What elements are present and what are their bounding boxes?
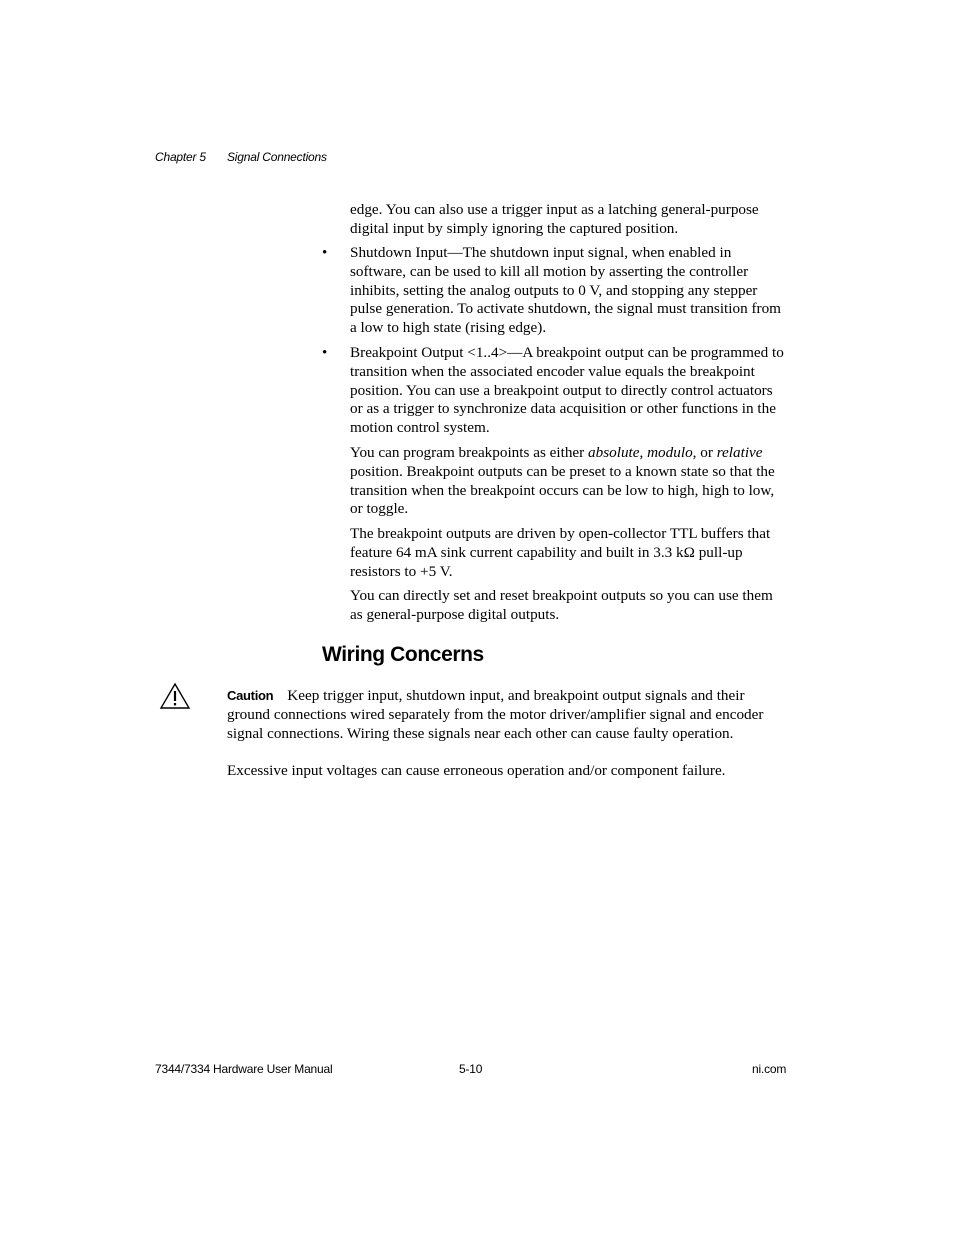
breakpoint-drivers-paragraph: The breakpoint outputs are driven by open-collector TTL buffers that feature 64 mA sink current capability and built in 3.3 kΩ pull-up resistors to +5 V. (350, 525, 771, 580)
text-run: , or (692, 444, 717, 461)
bullet-text: Shutdown Input—The shutdown input signal, when enabled in software, can be used to kill all motion by asserting the controller inhibits, setting the analog outputs to 0 V, and stopping any stepper pulse generation. To activate shutdown, the signal must transition from a low to high state (rising edge). (350, 244, 781, 337)
voltage-note: Excessive input voltages can cause erroneous operation and/or component failure. (227, 762, 726, 779)
text-run: position. Breakpoint outputs can be preset to a known state so that the transition when the breakpoint occurs can be low to high, high to low, or toggle. (350, 462, 775, 518)
bullet-shutdown-input (322, 244, 786, 338)
term-absolute: absolute (588, 444, 640, 461)
breakpoint-set-reset-paragraph: You can directly set and reset breakpoint outputs so you can use them as general-purpose digital outputs. (350, 587, 773, 623)
chapter-label: Chapter 5 (155, 150, 206, 164)
caution-text: Keep trigger input, shutdown input, and breakpoint output signals and their ground connections wired separately from the motor driver/amplifier signal and encoder signal connections. Wiring these signals near each other can cause faulty operation. (227, 687, 764, 742)
term-modulo: modulo (647, 444, 693, 461)
text-run: , (639, 444, 648, 461)
text-run: You can program breakpoints as either (350, 444, 589, 461)
bullet-breakpoint-output (322, 344, 786, 438)
section-heading: Wiring Concerns (322, 643, 484, 666)
term-relative: relative (716, 444, 763, 461)
caution-note (227, 687, 787, 743)
warning-triangle-icon (159, 682, 191, 710)
continuation-paragraph: edge. You can also use a trigger input as a latching general-purpose digital input by simply ignoring the captured position. (350, 201, 759, 237)
footer-manual-title: 7344/7334 Hardware User Manual (155, 1062, 333, 1076)
bullet-text: Breakpoint Output <1..4>—A breakpoint output can be programmed to transition when the associated encoder value equals the breakpoint position. You can use a breakpoint output to directly control actuators or as a trigger to synchronize data acquisition or other functions in the motion control system. (350, 344, 784, 437)
bullet-marker: • (322, 344, 328, 361)
breakpoint-programming-paragraph (350, 444, 786, 519)
running-head (155, 150, 327, 164)
footer-website: ni.com (752, 1062, 787, 1076)
bullet-marker: • (322, 244, 328, 261)
section-label: Signal Connections (227, 150, 327, 164)
footer-page-number: 5-10 (459, 1062, 483, 1076)
caution-label: Caution (227, 688, 274, 703)
